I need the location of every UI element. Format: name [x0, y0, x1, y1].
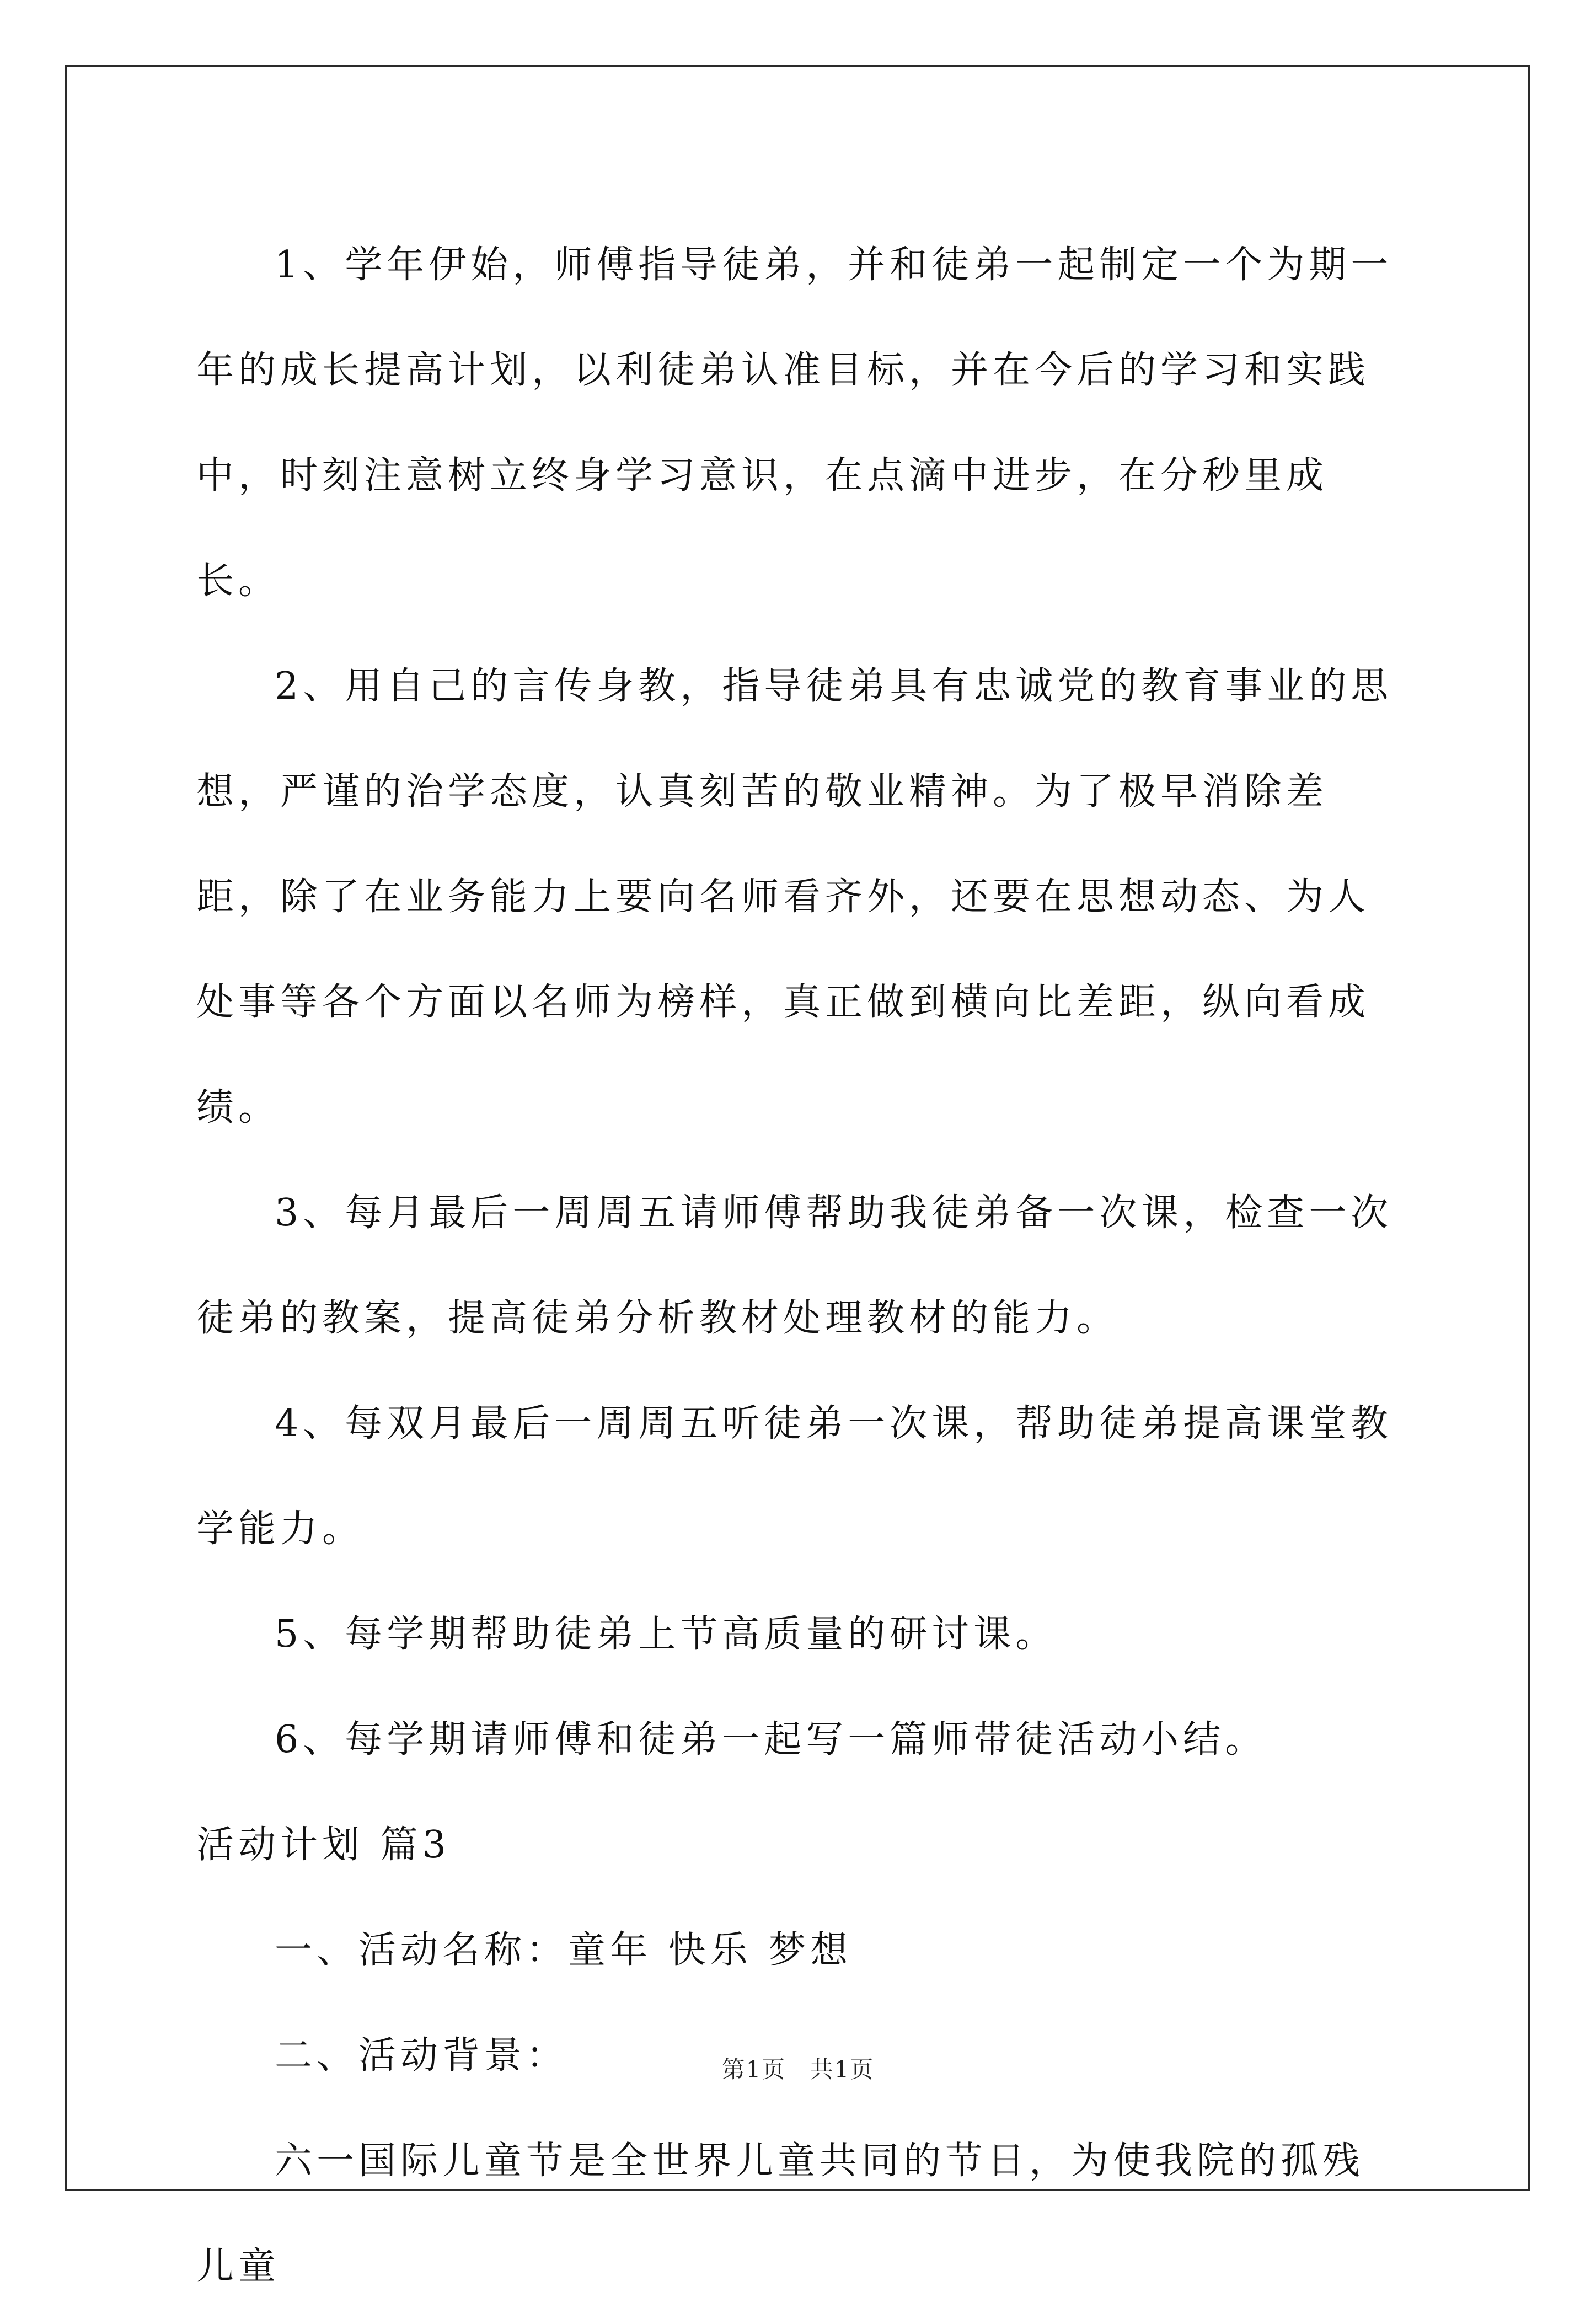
section-paragraph-2: 二、活动背景：: [275, 2034, 569, 2077]
section-paragraph-1: 一、活动名称：童年 快乐 梦想: [275, 1929, 853, 1972]
page-total: 共1页: [810, 2056, 875, 2083]
paragraph-4: 4、每双月最后一周周五听徒弟一次课，帮助徒弟提高课堂教学能力。: [196, 1402, 1393, 1551]
paragraph-5: 5、每学期帮助徒弟上节高质量的研讨课。: [275, 1613, 1058, 1656]
section-heading: 活动计划 篇3: [196, 1823, 451, 1867]
page-footer: [0, 2052, 1596, 2085]
page-number: 第1页: [721, 2056, 786, 2083]
paragraph-2: 2、用自己的言传身教，指导徒弟具有忠诚党的教育事业的思想，严谨的治学态度，认真刻苦的敬业精神。为了极早消除差距，除了在业务能力上要向名师看齐外，还要在思想动态、为人处事等各个方面以名师为榜样，真正做到横向比差距，纵向看成绩。: [196, 665, 1393, 1129]
paragraph-1: 1、学年伊始，师傅指导徒弟，并和徒弟一起制定一个为期一年的成长提高计划，以利徒弟认准目标，并在今后的学习和实践中，时刻注意树立终身学习意识，在点滴中进步，在分秒里成长。: [196, 243, 1393, 603]
document-body: [196, 212, 1404, 2319]
paragraph-3: 3、每月最后一周周五请师傅帮助我徒弟备一次课，检查一次徒弟的教案，提高徒弟分析教材处理教材的能力。: [196, 1191, 1393, 1340]
paragraph-6: 6、每学期请师傅和徒弟一起写一篇师带徒活动小结。: [275, 1718, 1267, 1761]
section-paragraph-3: 六一国际儿童节是全世界儿童共同的节日，为使我院的孤残儿童: [196, 2139, 1365, 2288]
